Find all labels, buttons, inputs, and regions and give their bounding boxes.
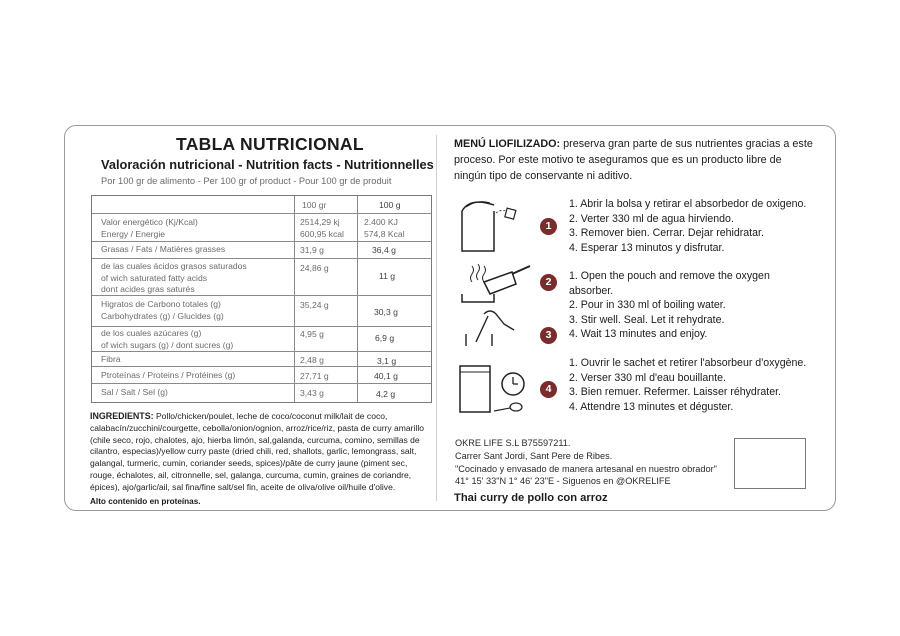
panel-divider xyxy=(436,135,437,501)
nutrition-subtitle: Valoración nutricional - Nutrition facts - Nutritionnelles xyxy=(101,157,434,172)
high-protein-note: Alto contenido en proteínas. xyxy=(90,497,201,506)
steps-french xyxy=(569,356,806,414)
step-fr-2: 2. Verser 330 ml d'eau bouillante. xyxy=(569,371,726,384)
step-badge-4: 4 xyxy=(540,381,557,398)
pot-steam-icon xyxy=(454,260,534,304)
row-val2-fiber: 3,1 g xyxy=(377,356,397,366)
ingredients-title: INGREDIENTS: xyxy=(90,411,154,421)
row-val1-energy: 2514,29 kj 600,95 kcal xyxy=(300,217,344,239)
ingredients-list: Pollo/chicken/poulet, leche de coco/coconut milk/lait de coco, calabacín/zucchini/courgette, cebolla/onion/ognion, arroz/rice/riz, pasta de curry amarillo (chile seco, rojo, chalotes, ajo, hierba limón, sal,galanda, curcuma, comino, semillas de cilantro, especias)/yellow curry paste (dried chili, red, shallots, garlic, lemongrass, salt, galangal, turmeric, cumin, coriander seeds, spices)/pâte de curry jaune (piment sec, rouge, échalotes, ail, citronnelle, sel, galanga, curcuma, cumin, graines de coriandre, épices), ajo/garlic/ail, sal fina/fine salt/sel fin, aceite de oliva/olive oil/huile d'olive. xyxy=(90,411,424,492)
step-fr-3: 3. Bien remuer. Refermer. Laisser réhydrater. xyxy=(569,386,781,398)
pouch-closed-icon xyxy=(456,360,496,416)
row-val1-sugars: 4,95 g xyxy=(300,329,324,339)
step-badge-2: 2 xyxy=(540,274,557,291)
row-val2-energy: 2.400 KJ 574,8 Kcal xyxy=(364,217,405,239)
row-label-protein: Ptroteínas / Proteins / Protéines (g) xyxy=(101,370,236,380)
step-en-1b: absorber. xyxy=(569,284,614,297)
col-header-1: 100 gr xyxy=(302,200,327,210)
row-val1-carbs: 35,24 g xyxy=(300,300,329,310)
row-val1-protein: 27,71 g xyxy=(300,371,329,381)
step-fr-4: 4. Attendre 13 minutes et déguster. xyxy=(569,400,734,413)
step-es-1: 1. Abrir la bolsa y retirar el absorbedor de oxigeno. xyxy=(569,198,807,210)
intro-lead: MENÚ LIOFILIZADO: xyxy=(454,138,561,150)
nutrition-title: TABLA NUTRICIONAL xyxy=(176,134,364,154)
pouch-open-icon xyxy=(456,193,526,255)
row-label-fats: Grasas / Fats / Matières grasses xyxy=(101,244,226,254)
steps-english xyxy=(569,269,770,342)
freeze-dried-intro xyxy=(454,136,814,184)
spoon-icon xyxy=(492,401,524,415)
step-fr-1: 1. Ouvrir le sachet et retirer l'absorbeur d'oxygène. xyxy=(569,357,807,369)
row-val1-fats: 31,9 g xyxy=(300,245,324,255)
ingredients-text xyxy=(90,411,430,494)
product-name: Thai curry de pollo con arroz xyxy=(454,492,608,504)
row-val2-saturated: 11 g xyxy=(379,271,396,281)
step-es-3: 3. Remover bien. Cerrar. Dejar rehidratar. xyxy=(569,227,764,239)
row-val2-fats: 36,4 g xyxy=(372,245,396,255)
row-val2-sugars: 6,9 g xyxy=(375,333,395,343)
step-es-4: 4. Esperar 13 minutos y disfrutar. xyxy=(569,241,725,254)
intro-text: preserva gran parte de sus nutrientes gracias a este proceso. Por este motivo te aseguramos que es un producto libre de ningún tipo de conservante ni aditivo. xyxy=(454,138,813,182)
row-label-salt: Sal / Salt / Sel (g) xyxy=(101,387,168,397)
lot-date-box xyxy=(734,438,806,489)
row-label-fiber: Fibra xyxy=(101,354,121,364)
col-header-2: 100 g xyxy=(379,200,401,210)
clock-icon xyxy=(500,371,526,397)
step-en-3: 3. Stir well. Seal. Let it rehydrate. xyxy=(569,313,725,326)
row-label-sugars: de los cuales azúcares (g) of wich sugars (g) / dont sucres (g) xyxy=(101,328,234,350)
company-tagline: "Cocinado y envasado de manera artesanal en nuestro obrador" xyxy=(455,463,717,474)
row-val2-carbs: 30,3 g xyxy=(374,307,398,317)
spoon-stir-icon xyxy=(462,306,522,346)
step-en-4: 4. Wait 13 minutes and enjoy. xyxy=(569,328,708,340)
per-100g-note: Por 100 gr de alimento - Per 100 gr of product - Pour 100 gr de produit xyxy=(101,176,392,186)
step-en-2: 2. Pour in 330 ml of boiling water. xyxy=(569,299,726,311)
step-es-2: 2. Verter 330 ml de agua hirviendo. xyxy=(569,212,734,225)
row-val1-saturated: 24,86 g xyxy=(300,263,329,273)
company-info xyxy=(455,437,717,488)
row-val1-salt: 3,43 g xyxy=(300,388,324,398)
nutrition-table xyxy=(91,195,432,403)
company-name: OKRE LIFE S.L B75597211. xyxy=(455,438,571,448)
company-coords: 41° 15' 33"N 1° 46' 23"E - Siguenos en @OKRELIFE xyxy=(455,476,671,487)
row-val2-salt: 4,2 g xyxy=(376,389,396,399)
company-address: Carrer Sant Jordi, Sant Pere de Ribes. xyxy=(455,450,613,461)
row-val2-protein: 40,1 g xyxy=(374,371,398,381)
step-badge-3: 3 xyxy=(540,327,557,344)
step-en-1: 1. Open the pouch and remove the oxygen xyxy=(569,270,770,282)
row-label-saturated: de las cuales ácidos grasos saturados of wich saturated fatty acids dont acides gras saturés xyxy=(101,261,247,294)
step-badge-1: 1 xyxy=(540,218,557,235)
row-label-energy: Valor energético (Kj/Kcal) Energy / Energie xyxy=(101,217,198,239)
row-label-carbs: Higratos de Carbono totales (g) Carbohydrates (g) / Glucides (g) xyxy=(101,299,224,321)
steps-spanish xyxy=(569,197,806,255)
row-val1-fiber: 2,48 g xyxy=(300,355,324,365)
